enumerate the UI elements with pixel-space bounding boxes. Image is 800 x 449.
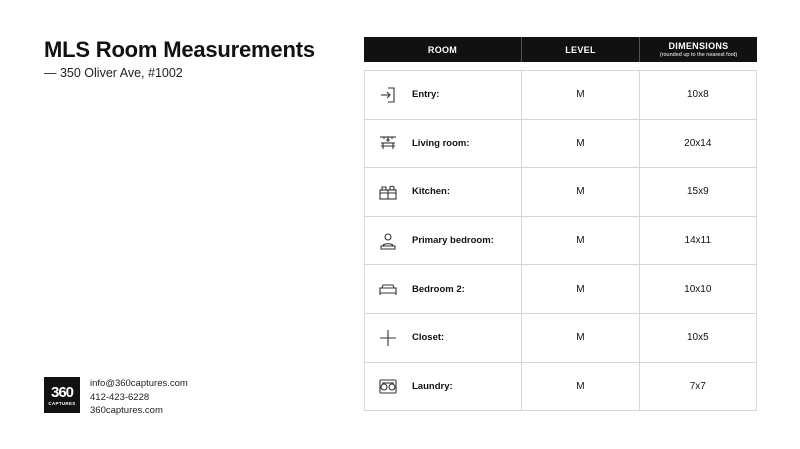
- room-level: M: [522, 265, 639, 313]
- room-dimensions: 10x10: [684, 283, 712, 295]
- room-level: M: [522, 363, 639, 411]
- contact-info: [90, 377, 188, 418]
- column-header-level: LEVEL: [522, 37, 640, 62]
- entry-icon: [378, 85, 398, 105]
- living-room-icon: [378, 133, 398, 153]
- table-body: [364, 70, 757, 411]
- table-row: [365, 71, 756, 120]
- contact-email: info@360captures.com: [90, 378, 188, 389]
- table-row: [365, 314, 756, 363]
- bedroom-icon: [378, 279, 398, 299]
- room-name: Primary bedroom:: [412, 235, 494, 247]
- room-dimensions: 10x8: [686, 89, 709, 101]
- room-dimensions: 15x9: [686, 186, 709, 198]
- primary-bedroom-icon: [378, 231, 398, 251]
- room-level: M: [522, 217, 639, 265]
- contact-website: 360captures.com: [90, 405, 163, 416]
- property-address: — 350 Oliver Ave, #1002: [44, 66, 183, 80]
- table-row: [365, 363, 756, 412]
- room-level: M: [522, 71, 639, 119]
- page-title: MLS Room Measurements: [44, 37, 315, 62]
- room-level: M: [522, 120, 639, 168]
- table-header: [364, 37, 757, 62]
- contact-phone: 412-423-6228: [90, 391, 150, 403]
- room-dimensions: 7x7: [689, 380, 706, 392]
- kitchen-icon: [378, 182, 398, 202]
- room-dimensions: 20x14: [684, 137, 712, 149]
- room-name: Kitchen:: [412, 186, 450, 198]
- dimensions-note: (rounded up to the nearest foot): [659, 52, 738, 58]
- table-row: [365, 265, 756, 314]
- column-header-dimensions: DIMENSIONS (rounded up to the nearest foot): [659, 41, 738, 58]
- room-name: Living room:: [412, 137, 470, 149]
- table-row: [365, 168, 756, 217]
- room-dimensions: 14x11: [684, 235, 712, 247]
- room-name: Entry:: [412, 89, 440, 101]
- measurements-table: [364, 37, 757, 411]
- company-logo: 360 CAPTURES: [44, 377, 80, 413]
- table-row: [365, 217, 756, 266]
- laundry-icon: [378, 376, 398, 396]
- room-level: M: [522, 314, 639, 362]
- room-name: Bedroom 2:: [412, 283, 465, 295]
- room-dimensions: 10x5: [686, 332, 709, 344]
- room-name: Laundry:: [412, 380, 453, 392]
- room-level: M: [522, 168, 639, 216]
- table-row: [365, 120, 756, 169]
- closet-icon: [378, 328, 398, 348]
- room-name: Closet:: [412, 332, 445, 344]
- column-header-room: ROOM: [364, 37, 522, 62]
